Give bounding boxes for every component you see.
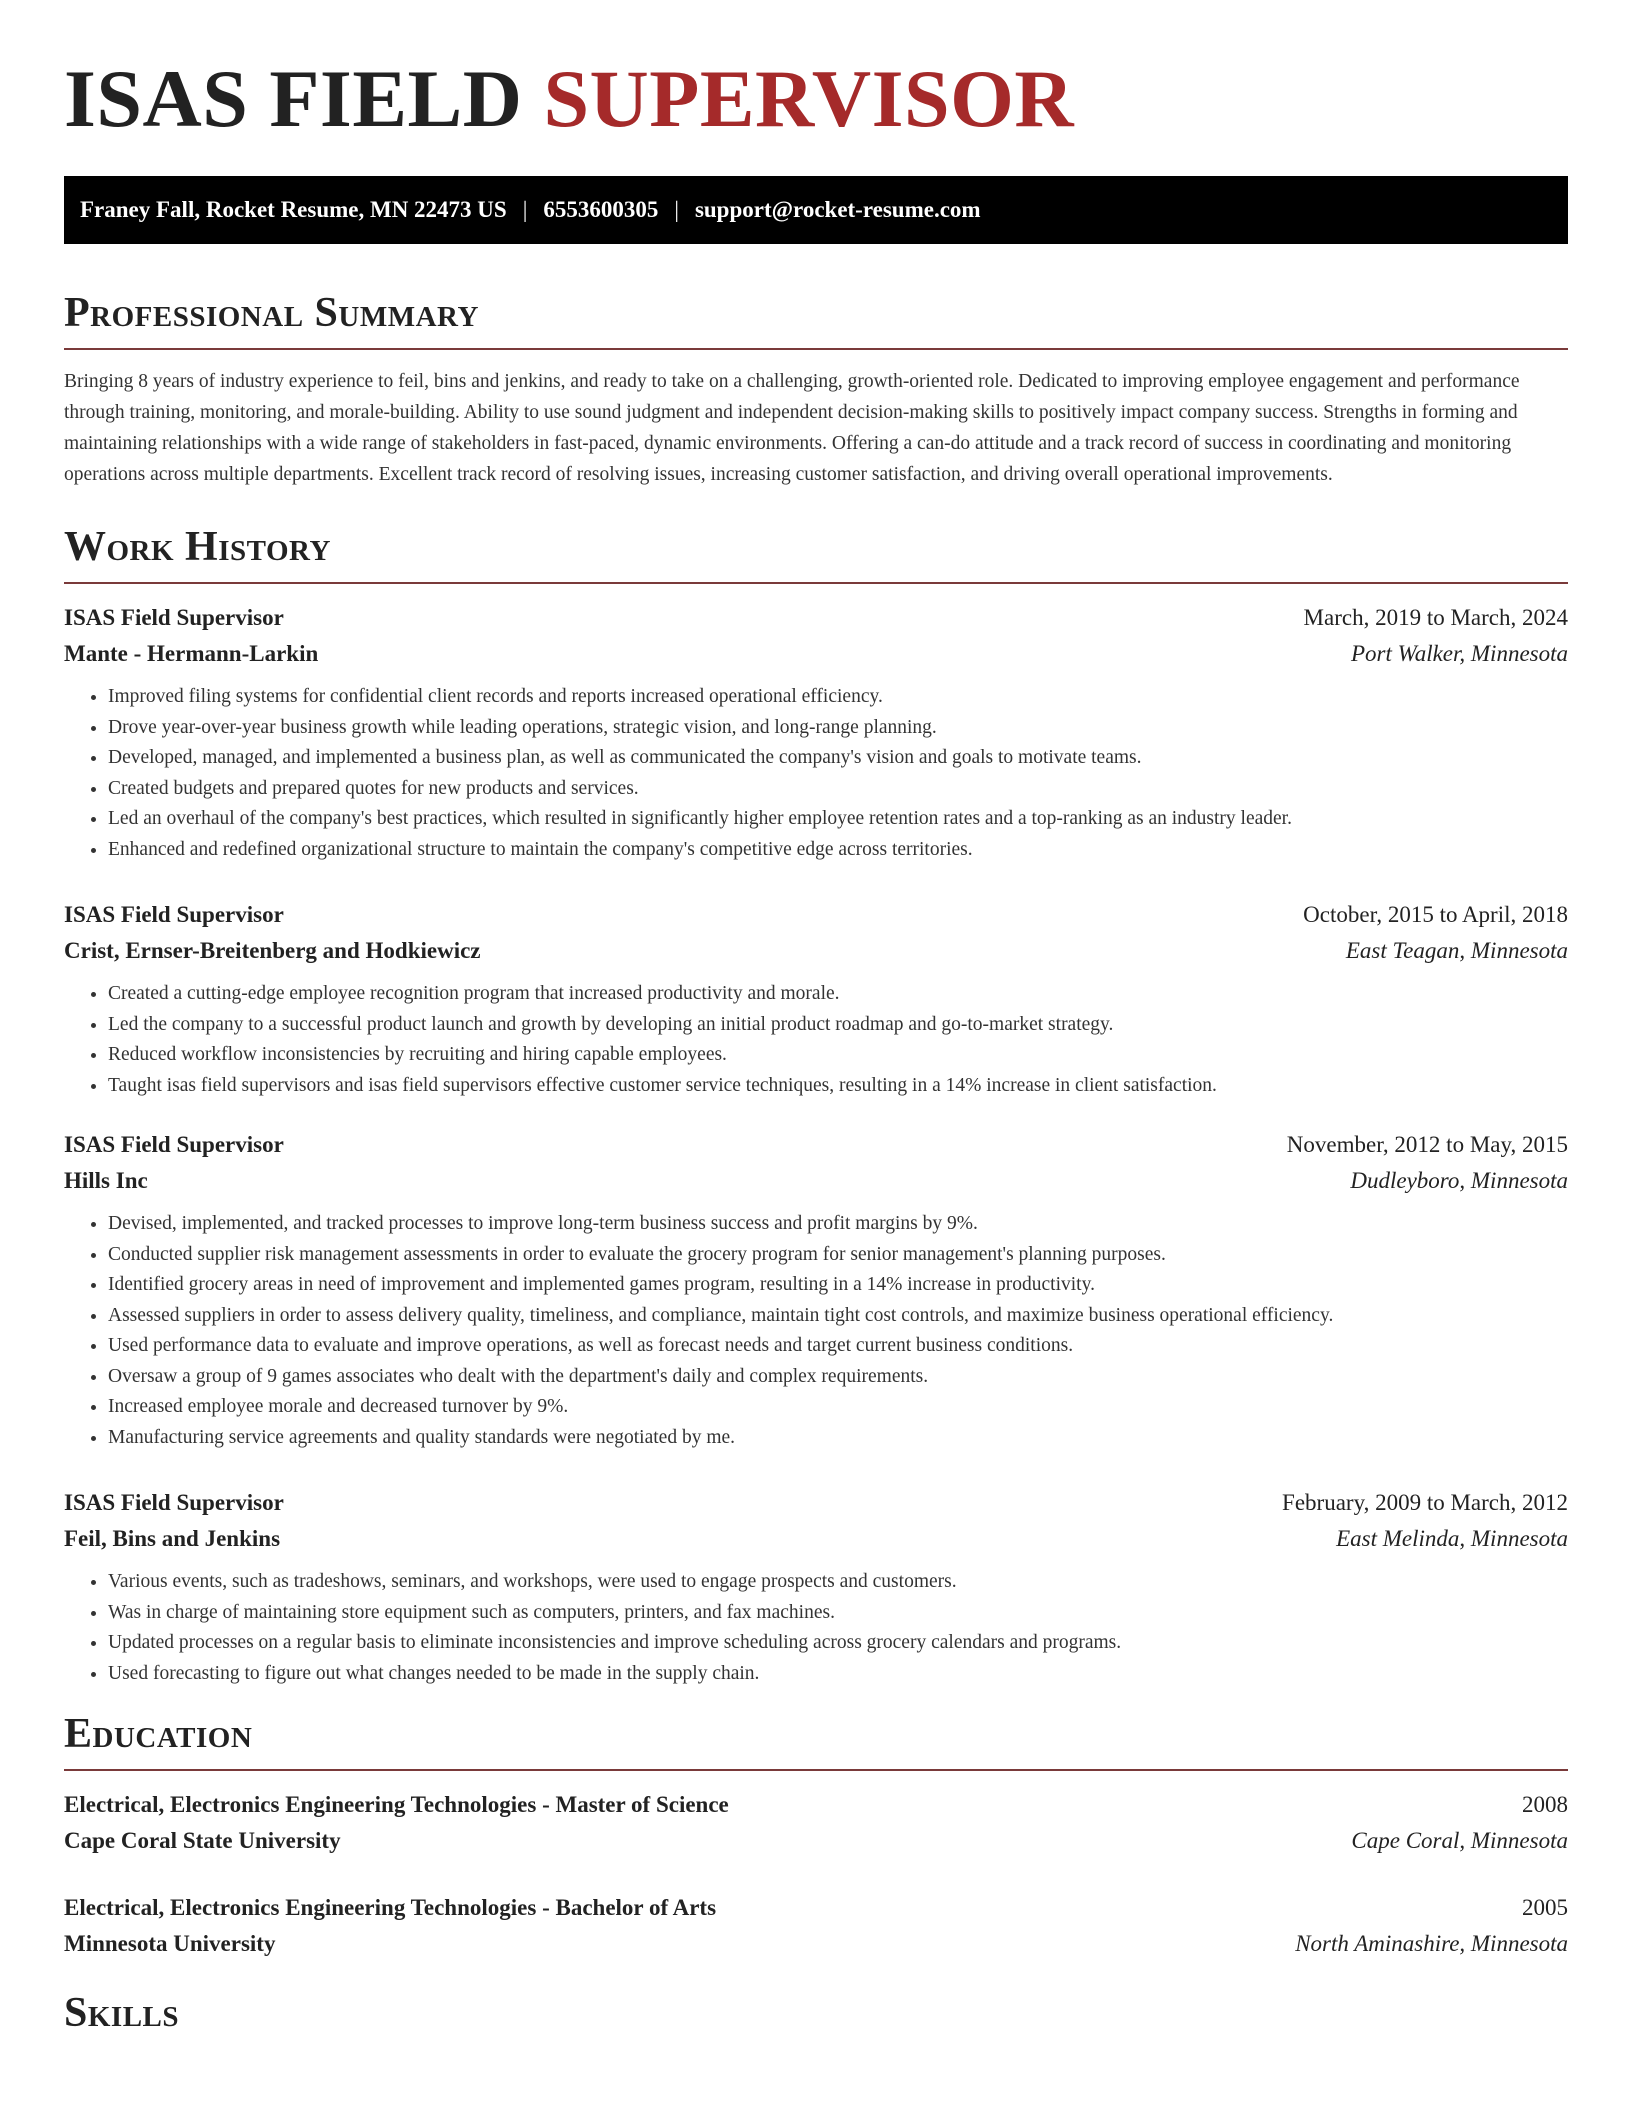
job-dates: March, 2019 to March, 2024 xyxy=(1303,605,1568,630)
job-title: ISAS Field Supervisor xyxy=(64,1490,284,1515)
list-item: • Was in charge of maintaining store equipment such as computers, printers, and fax machines. xyxy=(108,1598,1568,1629)
summary-heading: Professional Summary xyxy=(64,292,1568,350)
job-entry xyxy=(64,1127,1568,1453)
list-item: • Taught isas field supervisors and isas field supervisors effective customer service techniques, resulting in a 14% increase in client satisfaction. xyxy=(108,1071,1568,1102)
list-item: • Conducted supplier risk management assessments in order to evaluate the grocery program for senior management's planning purposes. xyxy=(108,1240,1568,1271)
job-company: Crist, Ernser-Breitenberg and Hodkiewicz xyxy=(64,938,481,963)
job-bullets xyxy=(64,1209,1568,1453)
list-item: • Developed, managed, and implemented a business plan, as well as communicated the company's vision and goals to motivate teams. xyxy=(108,743,1568,774)
title-part-2: SUPERVISOR xyxy=(543,53,1075,144)
list-item: • Created a cutting-edge employee recognition program that increased productivity and morale. xyxy=(108,979,1568,1010)
work-history-section xyxy=(64,526,1568,1689)
job-title: ISAS Field Supervisor xyxy=(64,605,284,630)
education-section xyxy=(64,1713,1568,1962)
job-bullets xyxy=(64,682,1568,865)
list-item: • Manufacturing service agreements and quality standards were negotiated by me. xyxy=(108,1423,1568,1454)
list-item: • Used performance data to evaluate and improve operations, as well as forecast needs and target current business conditions. xyxy=(108,1331,1568,1362)
edu-year: 2005 xyxy=(1522,1895,1568,1920)
work-history-heading: Work History xyxy=(64,526,1568,584)
edu-degree: Electrical, Electronics Engineering Technologies - Bachelor of Arts xyxy=(64,1895,717,1920)
list-item: • Various events, such as tradeshows, seminars, and workshops, were used to engage prospects and customers. xyxy=(108,1567,1568,1598)
job-company: Feil, Bins and Jenkins xyxy=(64,1526,281,1551)
edu-degree: Electrical, Electronics Engineering Technologies - Master of Science xyxy=(64,1792,729,1817)
list-item: • Increased employee morale and decreased turnover by 9%. xyxy=(108,1392,1568,1423)
job-bullets xyxy=(64,979,1568,1101)
job-dates: February, 2009 to March, 2012 xyxy=(1282,1490,1568,1515)
job-bullets xyxy=(64,1567,1568,1689)
job-location: East Teagan, Minnesota xyxy=(1345,938,1568,963)
edu-location: North Aminashire, Minnesota xyxy=(1295,1931,1568,1956)
list-item: • Created budgets and prepared quotes for new products and services. xyxy=(108,774,1568,805)
list-item: • Drove year-over-year business growth while leading operations, strategic vision, and long-range planning. xyxy=(108,713,1568,744)
contact-phone: 6553600305 xyxy=(543,197,659,222)
job-dates: November, 2012 to May, 2015 xyxy=(1286,1132,1568,1157)
education-entry xyxy=(64,1787,1568,1859)
list-item: • Identified grocery areas in need of improvement and implemented games program, resulting in a 14% increase in productivity. xyxy=(108,1270,1568,1301)
contact-email: support@rocket-resume.com xyxy=(694,197,981,222)
list-item: • Improved filing systems for confidential client records and reports increased operational efficiency. xyxy=(108,682,1568,713)
job-dates: October, 2015 to April, 2018 xyxy=(1303,902,1568,927)
list-item: • Used forecasting to figure out what changes needed to be made in the supply chain. xyxy=(108,1659,1568,1690)
job-title: ISAS Field Supervisor xyxy=(64,1132,284,1157)
job-title: ISAS Field Supervisor xyxy=(64,902,284,927)
contact-separator: | xyxy=(674,197,679,222)
contact-address: Franey Fall, Rocket Resume, MN 22473 US xyxy=(80,197,507,222)
job-company: Hills Inc xyxy=(64,1168,148,1193)
list-item: • Devised, implemented, and tracked processes to improve long-term business success and profit margins by 9%. xyxy=(108,1209,1568,1240)
list-item: • Led an overhaul of the company's best practices, which resulted in significantly higher employee retention rates and a top-ranking as an industry leader. xyxy=(108,804,1568,835)
job-entry xyxy=(64,600,1568,865)
list-item: • Enhanced and redefined organizational structure to maintain the company's competitive edge across territories. xyxy=(108,835,1568,866)
list-item: • Updated processes on a regular basis to eliminate inconsistencies and improve scheduling across grocery calendars and programs. xyxy=(108,1628,1568,1659)
education-entry xyxy=(64,1890,1568,1962)
edu-school: Cape Coral State University xyxy=(64,1828,341,1853)
education-heading: Education xyxy=(64,1713,1568,1771)
title-part-1: ISAS FIELD xyxy=(64,53,523,144)
list-item: • Oversaw a group of 9 games associates who dealt with the department's daily and complex requirements. xyxy=(108,1362,1568,1393)
job-entry xyxy=(64,897,1568,1101)
contact-bar xyxy=(64,176,1568,244)
edu-location: Cape Coral, Minnesota xyxy=(1351,1828,1568,1853)
list-item: • Reduced workflow inconsistencies by recruiting and hiring capable employees. xyxy=(108,1040,1568,1071)
summary-text: Bringing 8 years of industry experience to feil, bins and jenkins, and ready to take on a challenging, growth-oriented role. Dedicated to improving employee engagement and performance through training, monitoring, and morale-building. Ability to use sound judgment and independent decision-making skills to positively impact company success. Strengths in forming and maintaining relationships with a wide range of stakeholders in fast-paced, dynamic environments. Offering a can-do attitude and a track record of success in coordinating and monitoring operations across multiple departments. Excellent track record of resolving issues, increasing customer satisfaction, and driving overall operational improvements. xyxy=(64,371,1520,485)
job-location: East Melinda, Minnesota xyxy=(1336,1526,1568,1551)
skills-heading: Skills xyxy=(64,1990,180,2036)
page-title xyxy=(64,53,1568,158)
job-entry xyxy=(64,1485,1568,1689)
job-company: Mante - Hermann-Larkin xyxy=(64,641,319,666)
job-location: Dudleyboro, Minnesota xyxy=(1350,1168,1568,1193)
edu-school: Minnesota University xyxy=(64,1931,276,1956)
skills-section xyxy=(64,1992,1568,2048)
list-item: • Led the company to a successful product launch and growth by developing an initial product roadmap and go-to-market strategy. xyxy=(108,1010,1568,1041)
edu-year: 2008 xyxy=(1522,1792,1568,1817)
contact-separator: | xyxy=(522,197,528,222)
list-item: • Assessed suppliers in order to assess delivery quality, timeliness, and compliance, maintain tight cost controls, and maximize business operational efficiency. xyxy=(108,1301,1568,1332)
summary-section xyxy=(64,292,1568,490)
job-location: Port Walker, Minnesota xyxy=(1351,641,1568,666)
resume-page xyxy=(64,0,1568,2048)
